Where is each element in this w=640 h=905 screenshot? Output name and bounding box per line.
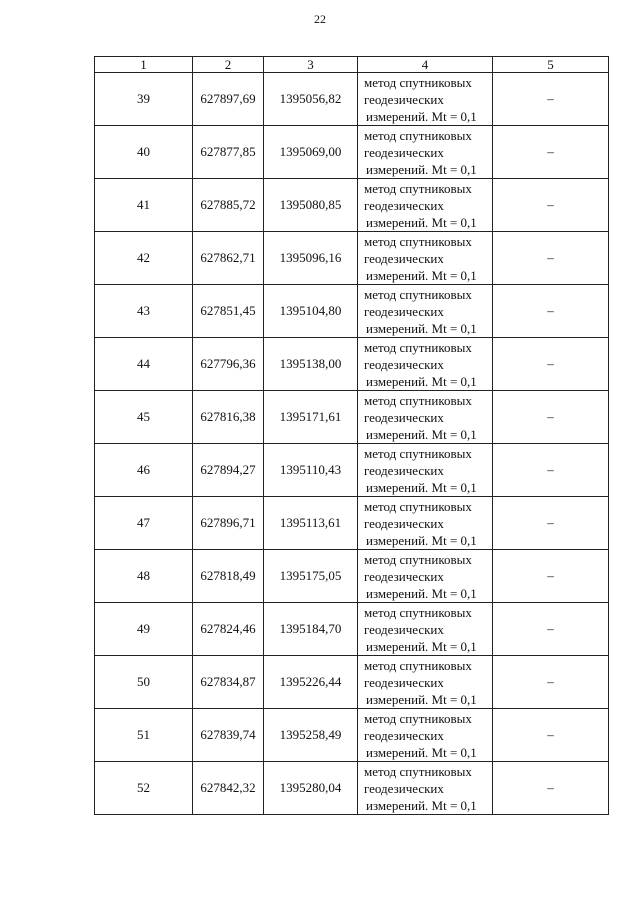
table-row bbox=[95, 709, 609, 762]
method-line-2: геодезических bbox=[364, 727, 444, 743]
table-row bbox=[95, 179, 609, 232]
method-cell bbox=[358, 126, 493, 179]
x-coordinate-cell: 627851,45 bbox=[193, 285, 264, 338]
method-line-1: метод спутниковых bbox=[364, 392, 472, 408]
x-coordinate-cell: 627816,38 bbox=[193, 391, 264, 444]
method-line-1: метод спутниковых bbox=[364, 498, 472, 514]
method-line-3: измерений. Mt = 0,1 bbox=[366, 744, 477, 760]
note-cell: – bbox=[493, 444, 609, 497]
method-line-3: измерений. Mt = 0,1 bbox=[366, 426, 477, 442]
method-cell bbox=[358, 391, 493, 444]
method-line-3: измерений. Mt = 0,1 bbox=[366, 320, 477, 336]
y-coordinate-cell: 1395110,43 bbox=[264, 444, 358, 497]
method-line-1: метод спутниковых bbox=[364, 339, 472, 355]
y-coordinate-cell: 1395226,44 bbox=[264, 656, 358, 709]
table-row bbox=[95, 444, 609, 497]
table-row bbox=[95, 762, 609, 815]
method-line-2: геодезических bbox=[364, 356, 444, 372]
point-number-cell: 39 bbox=[95, 73, 193, 126]
point-number-cell: 49 bbox=[95, 603, 193, 656]
table-row bbox=[95, 73, 609, 126]
x-coordinate-cell: 627877,85 bbox=[193, 126, 264, 179]
method-line-2: геодезических bbox=[364, 568, 444, 584]
point-number-cell: 41 bbox=[95, 179, 193, 232]
point-number-cell: 50 bbox=[95, 656, 193, 709]
method-line-3: измерений. Mt = 0,1 bbox=[366, 161, 477, 177]
table-row bbox=[95, 338, 609, 391]
method-cell bbox=[358, 497, 493, 550]
column-header-4: 4 bbox=[358, 57, 493, 73]
x-coordinate-cell: 627885,72 bbox=[193, 179, 264, 232]
table-row bbox=[95, 656, 609, 709]
point-number-cell: 51 bbox=[95, 709, 193, 762]
y-coordinate-cell: 1395069,00 bbox=[264, 126, 358, 179]
method-line-1: метод спутниковых bbox=[364, 233, 472, 249]
method-line-2: геодезических bbox=[364, 409, 444, 425]
note-cell: – bbox=[493, 391, 609, 444]
method-line-2: геодезических bbox=[364, 515, 444, 531]
y-coordinate-cell: 1395080,85 bbox=[264, 179, 358, 232]
method-line-3: измерений. Mt = 0,1 bbox=[366, 638, 477, 654]
point-number-cell: 44 bbox=[95, 338, 193, 391]
method-line-1: метод спутниковых bbox=[364, 286, 472, 302]
method-line-2: геодезических bbox=[364, 462, 444, 478]
method-line-1: метод спутниковых bbox=[364, 657, 472, 673]
method-line-3: измерений. Mt = 0,1 bbox=[366, 797, 477, 813]
method-line-3: измерений. Mt = 0,1 bbox=[366, 585, 477, 601]
x-coordinate-cell: 627824,46 bbox=[193, 603, 264, 656]
y-coordinate-cell: 1395258,49 bbox=[264, 709, 358, 762]
y-coordinate-cell: 1395104,80 bbox=[264, 285, 358, 338]
column-header-3: 3 bbox=[264, 57, 358, 73]
column-header-1: 1 bbox=[95, 57, 193, 73]
method-line-3: измерений. Mt = 0,1 bbox=[366, 267, 477, 283]
x-coordinate-cell: 627894,27 bbox=[193, 444, 264, 497]
table-row bbox=[95, 497, 609, 550]
method-line-1: метод спутниковых bbox=[364, 180, 472, 196]
note-cell: – bbox=[493, 232, 609, 285]
method-cell bbox=[358, 603, 493, 656]
point-number-cell: 46 bbox=[95, 444, 193, 497]
method-line-1: метод спутниковых bbox=[364, 763, 472, 779]
table-row bbox=[95, 391, 609, 444]
method-line-3: измерений. Mt = 0,1 bbox=[366, 479, 477, 495]
method-line-3: измерений. Mt = 0,1 bbox=[366, 373, 477, 389]
method-line-1: метод спутниковых bbox=[364, 710, 472, 726]
table-header-row bbox=[95, 57, 609, 73]
x-coordinate-cell: 627839,74 bbox=[193, 709, 264, 762]
method-line-1: метод спутниковых bbox=[364, 551, 472, 567]
column-header-5: 5 bbox=[493, 57, 609, 73]
x-coordinate-cell: 627862,71 bbox=[193, 232, 264, 285]
x-coordinate-cell: 627897,69 bbox=[193, 73, 264, 126]
table-body bbox=[95, 73, 609, 815]
coordinates-table bbox=[94, 56, 609, 815]
method-line-2: геодезических bbox=[364, 621, 444, 637]
point-number-cell: 40 bbox=[95, 126, 193, 179]
method-line-2: геодезических bbox=[364, 303, 444, 319]
method-line-3: измерений. Mt = 0,1 bbox=[366, 108, 477, 124]
note-cell: – bbox=[493, 179, 609, 232]
table-row bbox=[95, 285, 609, 338]
table-row bbox=[95, 550, 609, 603]
y-coordinate-cell: 1395138,00 bbox=[264, 338, 358, 391]
note-cell: – bbox=[493, 73, 609, 126]
method-line-3: измерений. Mt = 0,1 bbox=[366, 532, 477, 548]
x-coordinate-cell: 627896,71 bbox=[193, 497, 264, 550]
method-line-1: метод спутниковых bbox=[364, 127, 472, 143]
method-line-2: геодезических bbox=[364, 91, 444, 107]
method-line-2: геодезических bbox=[364, 144, 444, 160]
method-cell bbox=[358, 762, 493, 815]
method-line-2: геодезических bbox=[364, 780, 444, 796]
method-line-3: измерений. Mt = 0,1 bbox=[366, 691, 477, 707]
note-cell: – bbox=[493, 762, 609, 815]
note-cell: – bbox=[493, 656, 609, 709]
y-coordinate-cell: 1395171,61 bbox=[264, 391, 358, 444]
point-number-cell: 48 bbox=[95, 550, 193, 603]
x-coordinate-cell: 627834,87 bbox=[193, 656, 264, 709]
point-number-cell: 43 bbox=[95, 285, 193, 338]
table-row bbox=[95, 232, 609, 285]
note-cell: – bbox=[493, 285, 609, 338]
note-cell: – bbox=[493, 126, 609, 179]
point-number-cell: 47 bbox=[95, 497, 193, 550]
method-cell bbox=[358, 550, 493, 603]
method-cell bbox=[358, 444, 493, 497]
method-cell bbox=[358, 709, 493, 762]
x-coordinate-cell: 627842,32 bbox=[193, 762, 264, 815]
method-line-2: геодезических bbox=[364, 250, 444, 266]
table-row bbox=[95, 126, 609, 179]
method-line-3: измерений. Mt = 0,1 bbox=[366, 214, 477, 230]
table-row bbox=[95, 603, 609, 656]
note-cell: – bbox=[493, 550, 609, 603]
method-line-1: метод спутниковых bbox=[364, 445, 472, 461]
method-cell bbox=[358, 338, 493, 391]
y-coordinate-cell: 1395175,05 bbox=[264, 550, 358, 603]
note-cell: – bbox=[493, 603, 609, 656]
method-line-1: метод спутниковых bbox=[364, 74, 472, 90]
note-cell: – bbox=[493, 497, 609, 550]
y-coordinate-cell: 1395280,04 bbox=[264, 762, 358, 815]
point-number-cell: 45 bbox=[95, 391, 193, 444]
method-line-2: геодезических bbox=[364, 197, 444, 213]
point-number-cell: 42 bbox=[95, 232, 193, 285]
method-cell bbox=[358, 656, 493, 709]
y-coordinate-cell: 1395096,16 bbox=[264, 232, 358, 285]
method-line-1: метод спутниковых bbox=[364, 604, 472, 620]
note-cell: – bbox=[493, 709, 609, 762]
y-coordinate-cell: 1395113,61 bbox=[264, 497, 358, 550]
x-coordinate-cell: 627818,49 bbox=[193, 550, 264, 603]
x-coordinate-cell: 627796,36 bbox=[193, 338, 264, 391]
method-cell bbox=[358, 179, 493, 232]
y-coordinate-cell: 1395184,70 bbox=[264, 603, 358, 656]
method-cell bbox=[358, 73, 493, 126]
method-cell bbox=[358, 232, 493, 285]
method-cell bbox=[358, 285, 493, 338]
column-header-2: 2 bbox=[193, 57, 264, 73]
y-coordinate-cell: 1395056,82 bbox=[264, 73, 358, 126]
page-number: 22 bbox=[314, 12, 326, 26]
note-cell: – bbox=[493, 338, 609, 391]
method-line-2: геодезических bbox=[364, 674, 444, 690]
point-number-cell: 52 bbox=[95, 762, 193, 815]
